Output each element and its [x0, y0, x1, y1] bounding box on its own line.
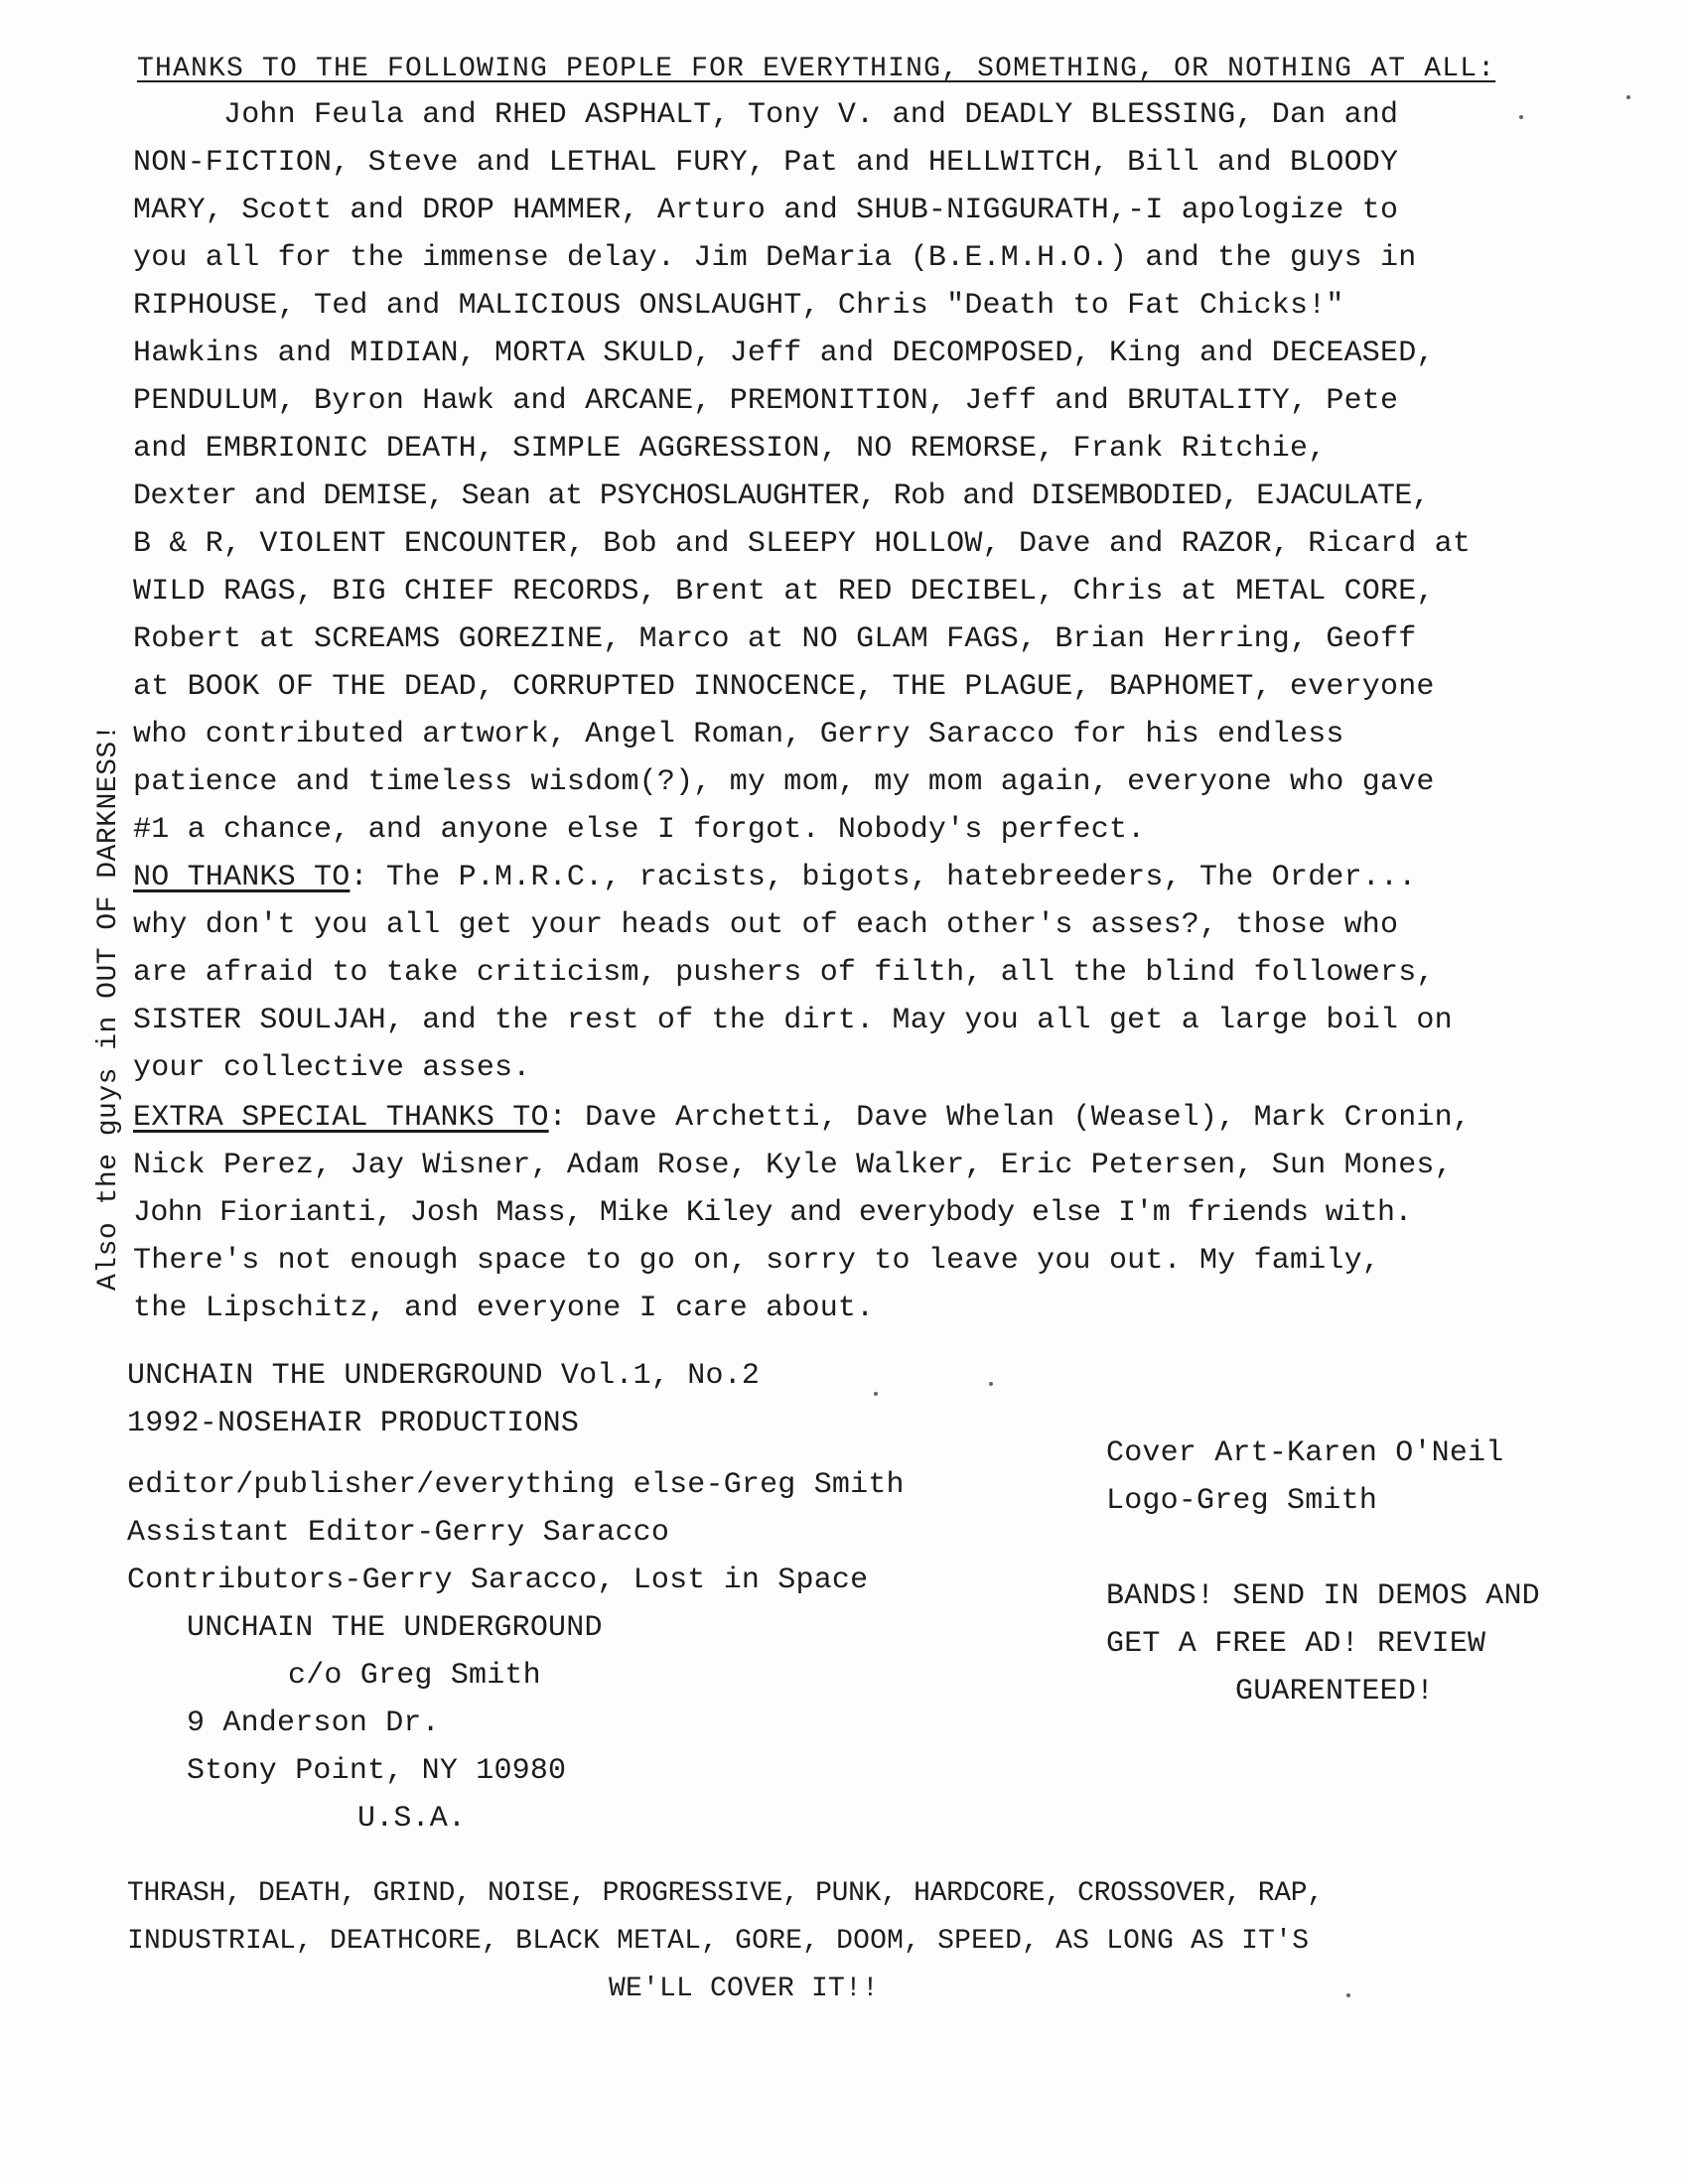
bands-notice-line-2: GET A FREE AD! REVIEW — [1106, 1627, 1486, 1661]
dust-speck — [989, 1382, 993, 1386]
thanks-line-9: Dexter and DEMISE, Sean at PSYCHOSLAUGHTER, Rob and DISEMBODIED, EJACULATE, — [133, 479, 1430, 513]
thanks-line-8: and EMBRIONIC DEATH, SIMPLE AGGRESSION, NO REMORSE, Frank Ritchie, — [133, 432, 1327, 466]
cover-art-credit: Cover Art-Karen O'Neil — [1106, 1436, 1504, 1470]
no-thanks-line-2: why don't you all get your heads out of each other's asses?, those who — [133, 908, 1399, 942]
thanks-line-16: #1 a chance, and anyone else I forgot. Nobody's perfect. — [133, 813, 1146, 847]
extra-thanks-line-5: the Lipschitz, and everyone I care about. — [133, 1292, 875, 1325]
assistant-credit: Assistant Editor-Gerry Saracco — [127, 1516, 670, 1550]
address-line-1: UNCHAIN THE UNDERGROUND — [187, 1611, 603, 1645]
address-line-4: Stony Point, NY 10980 — [187, 1754, 567, 1788]
dust-speck — [1519, 115, 1523, 119]
genres-line-2: INDUSTRIAL, DEATHCORE, BLACK METAL, GORE, DOOM, SPEED, AS LONG AS IT'S — [127, 1926, 1310, 1957]
no-thanks-first-line — [133, 860, 1416, 895]
extra-thanks-first-line — [133, 1100, 1471, 1136]
logo-credit: Logo-Greg Smith — [1106, 1484, 1378, 1518]
no-thanks-line-4: SISTER SOULJAH, and the rest of the dirt. May you all get a large boil on — [133, 1004, 1453, 1037]
extra-thanks-label: EXTRA SPECIAL THANKS TO — [133, 1101, 549, 1135]
production-credit: 1992-NOSEHAIR PRODUCTIONS — [127, 1407, 580, 1440]
no-thanks-line-5: your collective asses. — [133, 1051, 531, 1085]
address-line-3: 9 Anderson Dr. — [187, 1706, 440, 1740]
thanks-line-11: WILD RAGS, BIG CHIEF RECORDS, Brent at RED DECIBEL, Chris at METAL CORE, — [133, 575, 1435, 609]
thanks-line-1: John Feula and RHED ASPHALT, Tony V. and DEADLY BLESSING, Dan and — [133, 98, 1399, 132]
genres-line-3 — [592, 1972, 879, 2007]
dust-speck — [1346, 1993, 1350, 1997]
no-thanks-line-3: are afraid to take criticism, pushers of filth, all the blind followers, — [133, 956, 1435, 990]
genres-closing: WE'LL COVER IT!! — [592, 1974, 880, 2004]
thanks-line-2: NON-FICTION, Steve and LETHAL FURY, Pat and HELLWITCH, Bill and BLOODY — [133, 146, 1399, 180]
extra-thanks-first: : Dave Archetti, Dave Whelan (Weasel), Mark Cronin, — [548, 1101, 1472, 1135]
thanks-line-4: you all for the immense delay. Jim DeMaria (B.E.M.H.O.) and the guys in — [133, 241, 1417, 275]
zine-title: UNCHAIN THE UNDERGROUND Vol.1, No.2 — [127, 1359, 761, 1393]
thanks-line-3: MARY, Scott and DROP HAMMER, Arturo and SHUB-NIGGURATH,-I apologize to — [133, 194, 1399, 227]
thanks-line-12: Robert at SCREAMS GOREZINE, Marco at NO GLAM FAGS, Brian Herring, Geoff — [133, 622, 1417, 656]
address-line-5: U.S.A. — [357, 1802, 467, 1836]
bands-notice-line-1: BANDS! SEND IN DEMOS AND — [1106, 1579, 1540, 1613]
thanks-line-5: RIPHOUSE, Ted and MALICIOUS ONSLAUGHT, Chris "Death to Fat Chicks!" — [133, 289, 1344, 323]
thanks-line-6: Hawkins and MIDIAN, MORTA SKULD, Jeff and DECOMPOSED, King and DECEASED, — [133, 337, 1435, 370]
thanks-line-15: patience and timeless wisdom(?), my mom, my mom again, everyone who gave — [133, 765, 1435, 799]
thanks-line-14: who contributed artwork, Angel Roman, Gerry Saracco for his endless — [133, 718, 1344, 751]
thanks-heading: THANKS TO THE FOLLOWING PEOPLE FOR EVERYTHING, SOMETHING, OR NOTHING AT ALL: — [137, 54, 1496, 84]
extra-thanks-line-3: John Fiorianti, Josh Mass, Mike Kiley and everybody else I'm friends with. — [133, 1196, 1412, 1230]
extra-thanks-line-2: Nick Perez, Jay Wisner, Adam Rose, Kyle Walker, Eric Petersen, Sun Mones, — [133, 1149, 1453, 1182]
contributors-credit: Contributors-Gerry Saracco, Lost in Space — [127, 1564, 869, 1597]
editor-credit: editor/publisher/everything else-Greg Smith — [127, 1468, 905, 1502]
dust-speck — [874, 1392, 878, 1396]
no-thanks-label: NO THANKS TO — [133, 861, 351, 894]
genres-line-1: THRASH, DEATH, GRIND, NOISE, PROGRESSIVE, PUNK, HARDCORE, CROSSOVER, RAP, — [127, 1878, 1324, 1909]
thanks-line-13: at BOOK OF THE DEAD, CORRUPTED INNOCENCE, THE PLAGUE, BAPHOMET, everyone — [133, 670, 1435, 704]
bands-notice-line-3: GUARENTEED! — [1235, 1675, 1435, 1708]
vertical-margin-note: Also the guys in OUT OF DARKNESS! — [93, 724, 124, 1291]
no-thanks-first: : The P.M.R.C., racists, bigots, hatebreeders, The Order... — [350, 861, 1417, 894]
thanks-line-7: PENDULUM, Byron Hawk and ARCANE, PREMONITION, Jeff and BRUTALITY, Pete — [133, 384, 1399, 418]
thanks-line-10: B & R, VIOLENT ENCOUNTER, Bob and SLEEPY HOLLOW, Dave and RAZOR, Ricard at — [133, 527, 1472, 561]
extra-thanks-line-4: There's not enough space to go on, sorry to leave you out. My family, — [133, 1244, 1381, 1278]
dust-speck — [1626, 95, 1630, 99]
address-line-2: c/o Greg Smith — [288, 1659, 541, 1693]
